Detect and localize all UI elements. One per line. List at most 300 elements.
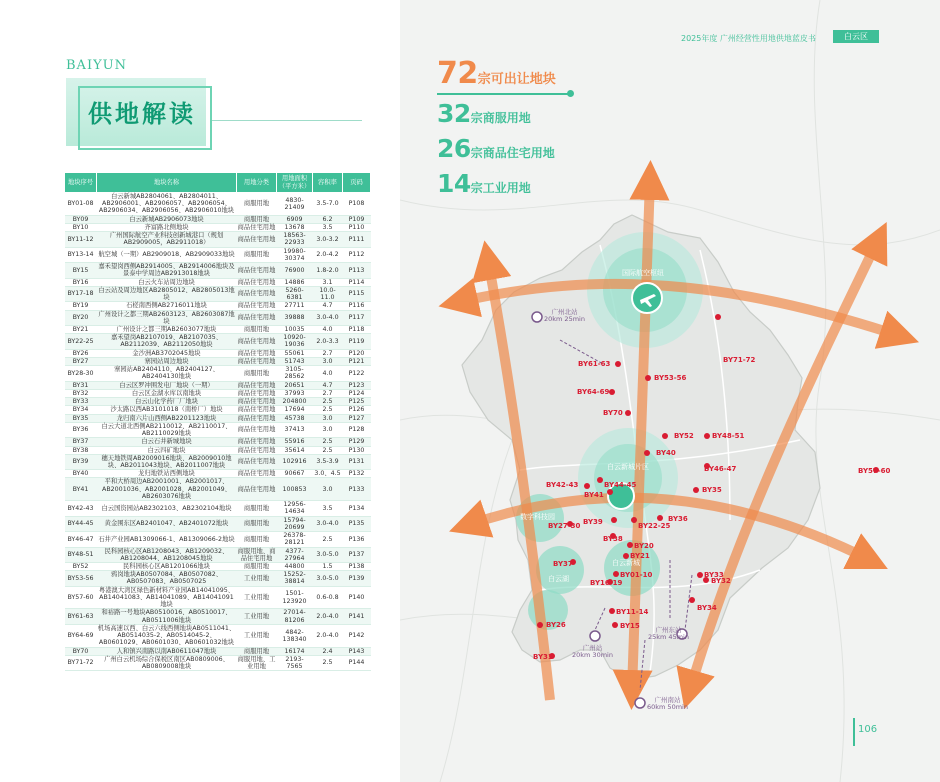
table-cell: 商品住宅用地 <box>237 398 276 406</box>
table-cell: BY15 <box>65 263 97 278</box>
table-cell: 3.0 <box>313 357 343 365</box>
table-row <box>65 278 371 286</box>
table-cell: P109 <box>343 215 371 223</box>
pin-label: BY71-72 <box>723 356 756 364</box>
table-cell: 白云山化学药厂厂地块 <box>97 398 237 406</box>
table-cell: 2.7 <box>313 389 343 397</box>
station-time: 25km 45min <box>648 633 689 642</box>
table-cell: 龙归地铁站西侧地块 <box>97 470 237 478</box>
table-cell: BY28-30 <box>65 366 97 381</box>
pin-label: BY70 <box>603 409 623 417</box>
table-cell: 白云新城AB2906073地块 <box>97 215 237 223</box>
table-cell: 白云石井新城地块 <box>97 438 237 446</box>
table-cell: 商品住宅用地 <box>237 349 276 357</box>
table-row <box>65 647 371 655</box>
table-cell: 商服用地 <box>237 563 277 571</box>
table-cell: 16174 <box>277 647 313 655</box>
table-cell: 商品住宅用地 <box>237 454 277 469</box>
station-time: 20km 30min <box>572 651 613 660</box>
table-cell: 石井产业园AB1309066-1、AB1309066-2地块 <box>97 532 237 547</box>
table-cell: 2.4 <box>313 647 343 655</box>
col-header: 容积率 <box>313 173 343 193</box>
table-cell: 2.0-4.0 <box>313 624 343 647</box>
table-cell: 44800 <box>277 563 313 571</box>
table-cell: P111 <box>343 232 371 247</box>
table-cell: P141 <box>343 609 371 624</box>
stat-total <box>437 56 556 91</box>
table-cell: 工业用地 <box>237 609 277 624</box>
table-cell: 广州设计之都三期AB2603077地块 <box>97 325 237 333</box>
table-row <box>65 609 371 624</box>
page-number: 106 <box>858 724 878 735</box>
pin-label: BY22-25 <box>638 522 671 530</box>
district-tag: 白云区 <box>833 30 879 43</box>
table-cell: 白云火车站周边地块 <box>97 278 237 286</box>
table-cell: 3.0 <box>313 414 343 422</box>
table-cell: 37993 <box>277 389 313 397</box>
table-cell: 商服用地 <box>237 532 277 547</box>
station-icon <box>590 631 600 641</box>
table-cell: 和裕路一号地块AB0510016、AB0510017、AB0511006地块 <box>97 609 237 624</box>
pin-label: BY42-43 <box>546 481 579 489</box>
table-cell: BY33 <box>65 398 97 406</box>
table-cell: 6.2 <box>313 215 343 223</box>
table-cell: BY10 <box>65 223 97 231</box>
stat-number: 14 <box>437 169 471 198</box>
pin-label: BY34 <box>697 604 717 612</box>
table-cell: 55061 <box>277 349 313 357</box>
pin-label: BY31 <box>533 653 553 661</box>
table-cell: 2.0-3.3 <box>313 334 343 349</box>
table-cell: 2.7 <box>313 349 343 357</box>
table-row <box>65 302 371 310</box>
stat-number: 32 <box>437 99 471 128</box>
table-cell: BY61-63 <box>65 609 97 624</box>
station-time: 20km 25min <box>544 315 585 324</box>
table-cell: P135 <box>343 516 371 531</box>
pin-label: BY16-19 <box>590 579 623 587</box>
pin-label: BY46-47 <box>704 465 737 473</box>
table-header-row <box>65 173 371 193</box>
table-cell: 商服用地 <box>237 193 277 216</box>
table-cell: P133 <box>343 478 371 501</box>
table-cell: 寨园站AB2404110、AB2404127、AB2404130地块 <box>97 366 237 381</box>
table-row <box>65 286 371 301</box>
table-cell: 37413 <box>277 422 313 437</box>
table-cell: 人和镇兴南路以南AB0611047地块 <box>97 647 237 655</box>
table-cell: P112 <box>343 247 371 262</box>
pin-label: BY40 <box>656 449 676 457</box>
left-page <box>0 0 400 782</box>
table-cell: 12956-14634 <box>277 501 313 516</box>
table-cell: 广州国际航空产业科技创新城港口（规划AB2909005，AB2911018） <box>97 232 237 247</box>
col-header: 地块名称 <box>97 173 237 193</box>
table-cell: BY70 <box>65 647 97 655</box>
stat-commercial <box>437 99 531 128</box>
table-cell: 粤港澳大湾区绿色新材料产业园AB14041095、AB14041083、AB14041089、AB14041091地块 <box>97 586 237 609</box>
table-cell: 商品住宅用地 <box>237 232 277 247</box>
table-cell: P131 <box>343 454 371 469</box>
table-cell: BY09 <box>65 215 97 223</box>
station-name: 广州南站 <box>654 696 681 704</box>
stat-label: 宗商品住宅用地 <box>470 146 555 160</box>
pin-label: BY52 <box>674 432 694 440</box>
table-cell: 5260-6381 <box>277 286 313 301</box>
table-row <box>65 454 371 469</box>
table-row <box>65 547 371 562</box>
table-cell: 白云新城AB2804061、AB2804011、AB2906001、AB2906057、AB2906054、AB2906034、AB2906056、AB2906010地块 <box>97 193 237 216</box>
table-cell: BY13-14 <box>65 247 97 262</box>
table-cell: 3105-28562 <box>277 366 313 381</box>
table-cell: 1.5 <box>313 563 343 571</box>
pin-label: BY57-60 <box>858 467 891 475</box>
table-cell: 204800 <box>277 398 313 406</box>
table-cell: BY19 <box>65 302 97 310</box>
stat-underline <box>437 93 571 95</box>
table-row <box>65 563 371 571</box>
table-cell: 3.0、4.5 <box>314 470 341 478</box>
station-name: 广州北站 <box>551 308 578 316</box>
table-cell: 19980-30374 <box>277 247 313 262</box>
pin-label: BY39 <box>583 518 603 526</box>
table-cell: 商品住宅用地 <box>237 223 276 231</box>
table-cell: 3.5-7.0 <box>313 193 343 216</box>
table-row <box>65 624 371 647</box>
table-cell: 商品住宅用地 <box>237 381 276 389</box>
pin-label: BY64-69 <box>577 388 610 396</box>
table-cell: 4.0 <box>313 366 343 381</box>
table-cell: BY42-43 <box>65 501 97 516</box>
table-cell: P127 <box>343 414 371 422</box>
station-time: 60km 50min <box>647 703 688 712</box>
table-cell: BY41 <box>65 478 97 501</box>
table-cell: 3.5 <box>313 501 343 516</box>
table-cell: 3.0 <box>313 422 343 437</box>
table-cell: 18563-22933 <box>277 232 313 247</box>
table-cell: 航空城（一期）AB2909018、AB2909033地块 <box>97 247 237 262</box>
table-cell: 2.5 <box>313 438 343 446</box>
pin-label: BY21 <box>630 552 650 560</box>
table-cell: P116 <box>343 302 371 310</box>
table-row <box>65 501 371 516</box>
table-cell: 26378-28121 <box>277 532 313 547</box>
table-cell: 3.0-4.0 <box>313 310 343 325</box>
table-cell: 15252-38814 <box>277 571 313 586</box>
table-cell: P126 <box>343 406 371 414</box>
table-cell: 商品住宅用地 <box>237 438 276 446</box>
table-cell: 商品住宅用地 <box>237 446 276 454</box>
table-cell: 商服用地 <box>237 325 277 333</box>
table-cell: P115 <box>343 286 371 301</box>
station-name: 广州站 <box>582 644 603 652</box>
table-cell: 白云站及周边地区AB2805012、AB2805013地块 <box>98 286 235 302</box>
table-cell: 27711 <box>277 302 313 310</box>
table-cell: 2.0-4.0 <box>313 609 343 624</box>
table-cell: 2.5 <box>313 406 343 414</box>
stat-label: 宗工业用地 <box>470 181 531 195</box>
table-cell: 20651 <box>277 381 313 389</box>
table-cell: BY27 <box>65 357 97 365</box>
title-divider <box>212 120 362 121</box>
table-cell: BY40 <box>65 470 97 478</box>
table-cell: 民科园核心区AB1201066地块 <box>97 563 237 571</box>
stat-label: 宗可出让地块 <box>477 72 556 87</box>
table-cell: 1501-123920 <box>277 586 313 609</box>
table-cell: 2.5 <box>313 398 343 406</box>
pin-label: BY32 <box>711 577 731 585</box>
table-cell: 商品住宅用地 <box>237 263 277 278</box>
table-cell: 3.5-3.9 <box>313 454 343 469</box>
table-cell: P130 <box>343 446 371 454</box>
table-cell: BY39 <box>65 454 97 469</box>
table-row <box>65 223 371 231</box>
table-cell: BY71-72 <box>65 655 97 670</box>
pin-label: BY35 <box>702 486 722 494</box>
table-cell: BY34 <box>65 406 97 414</box>
table-cell: P129 <box>343 438 371 446</box>
zone-label: 国际航空枢纽 <box>622 269 664 277</box>
table-cell: 2.0-4.2 <box>313 247 343 262</box>
table-cell: 白云区金湖水库以南地块 <box>97 389 237 397</box>
table-cell: P123 <box>343 381 371 389</box>
table-cell: 白云大道北西侧AB2110012、AB2110017、AB2110029地块 <box>97 422 237 437</box>
table-cell: 嘉禾望岗AB2107019、AB2107035、AB2112039、AB2112050地块 <box>97 334 237 349</box>
table-cell: P113 <box>343 263 371 278</box>
zone-label: 白云新城 <box>612 559 640 567</box>
col-header: 用地面积（平方米） <box>277 173 313 193</box>
table-cell: P110 <box>343 223 371 231</box>
table-cell: 2193-7565 <box>277 655 313 670</box>
pin-label: BY44-45 <box>604 481 637 489</box>
station-label <box>544 309 585 324</box>
table-cell: BY46-47 <box>65 532 97 547</box>
table-cell: 商品住宅用地 <box>237 357 276 365</box>
table-cell: P122 <box>343 366 371 381</box>
table-row <box>65 406 371 414</box>
pin-label: BY01-10 <box>620 571 653 579</box>
table-cell: P124 <box>343 389 371 397</box>
table-cell: 商服用地 <box>237 366 277 381</box>
table-cell: 商品住宅用地 <box>237 310 277 325</box>
table-cell: 商品住宅用地 <box>237 470 276 478</box>
page-number-bar <box>853 718 855 746</box>
table-cell: 工业用地 <box>237 624 277 647</box>
table-cell: BY11-12 <box>65 232 97 247</box>
table-row <box>65 263 371 278</box>
table-cell: P128 <box>343 422 371 437</box>
table-cell: 2.5 <box>313 655 343 670</box>
table-cell: P118 <box>343 325 371 333</box>
table-row <box>65 325 371 333</box>
table-cell: 13678 <box>277 223 313 231</box>
table-cell: 27014-81206 <box>277 609 313 624</box>
table-cell: 商服用地、商品住宅用地 <box>237 547 276 562</box>
table-row <box>65 247 371 262</box>
table-row <box>65 586 371 609</box>
table-cell: 平和大桥周边AB2001001、AB2001017、AB2001036、AB2001028、AB2001049、AB2603076地块 <box>97 478 237 501</box>
table-cell: 10035 <box>277 325 313 333</box>
table-cell: P143 <box>343 647 371 655</box>
table-cell: BY36 <box>65 422 97 437</box>
table-row <box>65 422 371 437</box>
station-icon <box>635 698 645 708</box>
table-cell: P114 <box>343 278 371 286</box>
pin-label: BY26 <box>546 621 566 629</box>
table-cell: BY37 <box>65 438 97 446</box>
table-cell: 35614 <box>277 446 313 454</box>
pin-label: BY53-56 <box>654 374 687 382</box>
land-table <box>64 172 371 671</box>
table-cell: P134 <box>343 501 371 516</box>
pin-label: BY37 <box>553 560 573 568</box>
table-cell: P121 <box>343 357 371 365</box>
table-cell: 3.0-4.0 <box>313 516 343 531</box>
table-cell: 广州设计之都三期AB2603123、AB2603087地块 <box>98 310 235 325</box>
table-cell: 3.1 <box>313 278 343 286</box>
table-cell: P136 <box>343 532 371 547</box>
table-row <box>65 414 371 422</box>
table-cell: 51743 <box>277 357 313 365</box>
table-cell: P139 <box>343 571 371 586</box>
table-cell: 商品住宅用地 <box>237 478 277 501</box>
pin-label: BY11-14 <box>616 608 649 616</box>
table-cell: 10920-19036 <box>277 334 313 349</box>
table-row <box>65 470 371 478</box>
table-cell: 14886 <box>277 278 313 286</box>
table-cell: 商服用地、工业用地 <box>237 655 276 671</box>
table-cell: 齐富路北侧地块 <box>97 223 237 231</box>
pin-label: BY27-30 <box>548 522 581 530</box>
station-label <box>572 645 613 660</box>
table-cell: 商服用地 <box>237 516 277 531</box>
table-row <box>65 366 371 381</box>
table-cell: 17694 <box>277 406 313 414</box>
table-cell: 76900 <box>277 263 313 278</box>
table-cell: 4.7 <box>313 381 343 389</box>
table-cell: 2.5 <box>313 532 343 547</box>
station-label <box>647 697 688 712</box>
stat-label: 宗商服用地 <box>470 111 531 125</box>
table-cell: 金沙洲AB3702045地块 <box>97 349 237 357</box>
zone-label: 数字科技园 <box>520 513 555 521</box>
col-header: 地块序号 <box>65 173 97 193</box>
table-cell: 白云国资园站AB2302103、AB2302104地块 <box>97 501 237 516</box>
book-title: 2025年度 广州经营性用地供地蓝皮书 <box>681 34 816 43</box>
table-cell: 机场高速以西、白云六线西侧地块AB0511041、AB0514035-2、AB0514045-2、AB0601029、AB0601030、AB0601032地块 <box>97 624 236 647</box>
table-row <box>65 381 371 389</box>
pin-label: BY36 <box>668 515 688 523</box>
table-cell: P137 <box>343 547 371 562</box>
station-label <box>648 627 689 642</box>
table-cell: 民科园核心区AB1208043、AB1209032、AB1208044、AB1208045地块 <box>97 547 237 562</box>
table-row <box>65 349 371 357</box>
table-cell: BY26 <box>65 349 97 357</box>
table-cell: 商品住宅用地 <box>237 414 276 422</box>
table-cell: 嘉禾望岗西侧AB2914005、AB2914006地块及景泰中学周边AB2913018地块 <box>98 263 235 278</box>
table-cell: 商品住宅用地 <box>237 422 277 437</box>
table-cell: P132 <box>343 470 371 478</box>
stat-number: 72 <box>437 56 478 91</box>
table-row <box>65 532 371 547</box>
stat-industrial <box>437 169 531 198</box>
table-cell: 穗天地铁周AB2009016地块、AB2009010地块、AB2011043地块、AB2011007地块 <box>97 454 237 469</box>
table-cell: 工业用地 <box>237 571 277 586</box>
table-cell: 55916 <box>277 438 313 446</box>
station-icon <box>532 312 542 322</box>
table-cell: BY44-45 <box>65 516 97 531</box>
table-cell: 商品住宅用地 <box>237 406 276 414</box>
table-row <box>65 389 371 397</box>
table-cell: 102916 <box>277 454 313 469</box>
table-cell: 工业用地 <box>237 586 277 609</box>
table-cell: BY22-25 <box>65 334 97 349</box>
table-cell: 4377-27964 <box>277 547 313 562</box>
table-cell: 3.0-3.2 <box>313 232 343 247</box>
station-name: 广州东站 <box>655 626 682 634</box>
table-cell: P142 <box>343 624 371 647</box>
table-cell: 商服用地 <box>237 501 277 516</box>
pin-label: BY33 <box>704 571 724 579</box>
table-cell: BY16 <box>65 278 97 286</box>
table-cell: 商服用地 <box>237 647 277 655</box>
table-body <box>65 193 371 671</box>
table-cell: 黄金围东区AB2401047、AB2401072地块 <box>97 516 237 531</box>
table-cell: 白云区罗冲围发电厂地块（一期） <box>97 381 237 389</box>
table-cell: 4.0 <box>313 325 343 333</box>
table-cell: BY52 <box>65 563 97 571</box>
table-cell: 商品住宅用地 <box>237 334 277 349</box>
table-cell: 白云四矿地块 <box>97 446 237 454</box>
col-header: 页码 <box>343 173 371 193</box>
table-cell: 45738 <box>277 414 313 422</box>
table-cell: BY20 <box>65 310 97 325</box>
table-cell: 3.0-5.0 <box>313 547 343 562</box>
zone-label: 白云湖 <box>548 575 569 583</box>
table-cell: 10.0-11.0 <box>313 286 343 301</box>
table-cell: BY21 <box>65 325 97 333</box>
pin-label: BY61-63 <box>578 360 611 368</box>
table-cell: 39888 <box>277 310 313 325</box>
table-cell: 商品住宅用地 <box>237 302 276 310</box>
pin-label: BY38 <box>603 535 623 543</box>
brand-en: BAIYUN <box>66 58 127 73</box>
table-cell: 商品住宅用地 <box>237 278 276 286</box>
table-cell: 90667 <box>277 470 313 478</box>
table-cell: BY57-60 <box>65 586 97 609</box>
table-cell: BY38 <box>65 446 97 454</box>
table-cell: 6909 <box>277 215 313 223</box>
table-cell: 龙归南六片山西侧AB2201123地块 <box>97 414 237 422</box>
table-cell: P120 <box>343 349 371 357</box>
table-cell: 鸦岗地块AB0507084、AB0507082、AB0507083、AB0507025 <box>97 571 237 586</box>
table-row <box>65 310 371 325</box>
table-cell: 石槎南西侧AB2716011地块 <box>97 302 237 310</box>
table-cell: BY64-69 <box>65 624 97 647</box>
table-cell: 3.5 <box>313 223 343 231</box>
table-cell: BY48-51 <box>65 547 97 562</box>
table-cell: P119 <box>343 334 371 349</box>
pin-label: BY20 <box>634 542 654 550</box>
table-row <box>65 334 371 349</box>
table-cell: P144 <box>343 655 371 670</box>
table-row <box>65 215 371 223</box>
col-header: 用地分类 <box>237 173 277 193</box>
table-row <box>65 446 371 454</box>
table-row <box>65 571 371 586</box>
table-row <box>65 232 371 247</box>
pin-label: BY41 <box>584 491 604 499</box>
pin-label: BY48-51 <box>712 432 745 440</box>
